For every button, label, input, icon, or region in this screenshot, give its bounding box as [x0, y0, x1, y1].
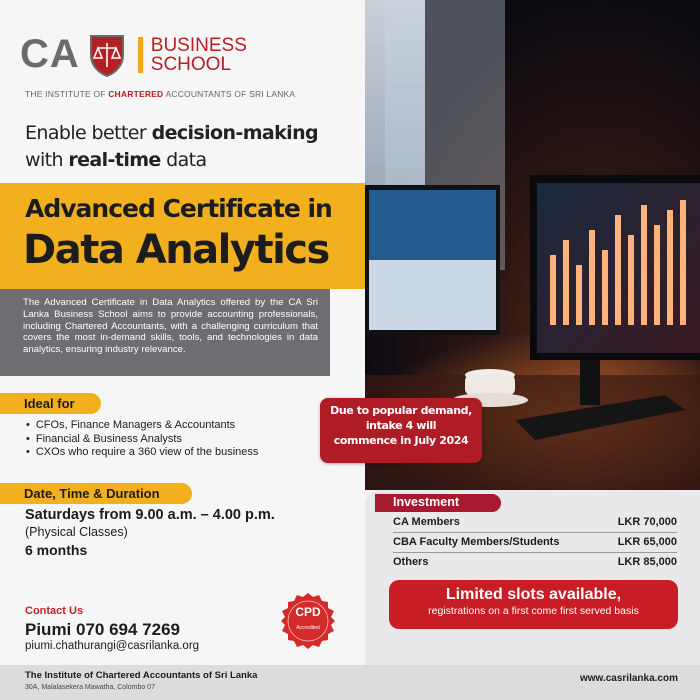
divider	[393, 552, 677, 553]
list-item: • Financial & Business Analysts	[26, 433, 258, 447]
logo-business-school: BUSINESS SCHOOL	[150, 34, 247, 75]
tagline: Enable better decision-making with real-time data	[25, 122, 319, 171]
limited-slots-banner: Limited slots available, registrations on a first come first served basis	[389, 580, 678, 629]
title-line-1: Advanced Certificate in	[25, 194, 332, 223]
cpd-sub: Accredited	[296, 625, 320, 631]
contact-label: Contact Us	[25, 605, 84, 617]
logo-ca-text: CA	[20, 32, 80, 76]
cpd-title: CPD	[295, 605, 321, 619]
divider	[393, 532, 677, 533]
table-row: Others LKR 85,000	[393, 556, 677, 568]
footer-address: 30A, Malalasekera Mawatha, Colombo 07	[25, 684, 155, 691]
schedule-format: (Physical Classes)	[25, 525, 128, 539]
footer-website[interactable]: www.casrilanka.com	[579, 673, 678, 684]
schedule-label: Date, Time & Duration	[0, 483, 192, 504]
contact-phone[interactable]: Piumi 070 694 7269	[25, 620, 181, 639]
title-line-2: Data Analytics	[23, 227, 329, 273]
demand-notice: Due to popular demand, intake 4 will commence in July 2024	[320, 398, 482, 463]
ideal-for-label: Ideal for	[0, 393, 101, 414]
list-item: • CFOs, Finance Managers & Accountants	[26, 419, 258, 433]
list-item: • CXOs who require a 360 view of the business	[26, 446, 258, 460]
logo-subtitle: THE INSTITUTE OF CHARTERED ACCOUNTANTS OF SRI LANKA	[25, 89, 296, 99]
description-text: The Advanced Certificate in Data Analytics offered by the CA Sri Lanka Business School aims to provide accounting professionals, including Chartered Accountants, with a challenging curriculum that covers the most in-demand skills, tools, and technologies in data analytics, ensuring industry relevance.	[23, 297, 318, 356]
scales-shield-icon	[88, 33, 126, 77]
logo-separator	[138, 37, 143, 73]
ideal-for-list	[26, 419, 258, 460]
table-row: CA Members LKR 70,000	[393, 516, 677, 528]
schedule-duration: 6 months	[25, 542, 88, 558]
investment-label: Investment	[375, 494, 501, 512]
cpd-badge-icon	[280, 593, 336, 649]
contact-email[interactable]: piumi.chathurangi@casrilanka.org	[25, 640, 200, 652]
logo	[20, 32, 247, 77]
table-row: CBA Faculty Members/Students LKR 65,000	[393, 536, 677, 548]
schedule-days: Saturdays from 9.00 a.m. – 4.00 p.m.	[25, 507, 275, 523]
footer-org: The Institute of Chartered Accountants of Sri Lanka	[25, 670, 258, 681]
